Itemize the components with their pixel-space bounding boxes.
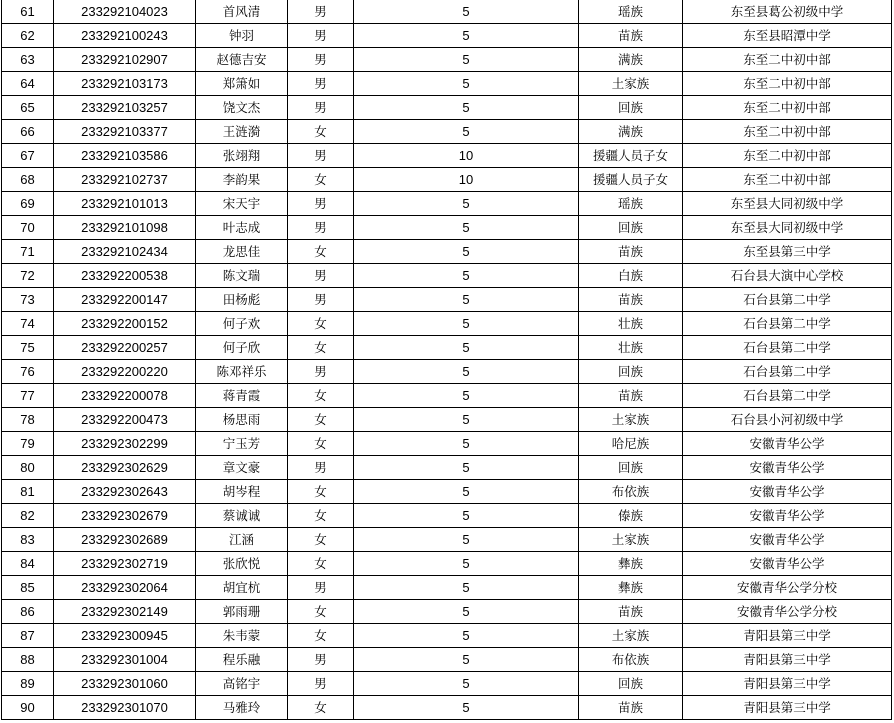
roster-table	[1, 0, 892, 720]
candidate-id-cell: 233292200473	[54, 408, 196, 432]
row-number-cell: 67	[2, 144, 54, 168]
school-cell: 安徽青华公学	[683, 432, 892, 456]
table-row	[2, 96, 892, 120]
row-number-cell: 83	[2, 528, 54, 552]
candidate-id-cell: 233292302629	[54, 456, 196, 480]
category-cell: 彝族	[579, 576, 683, 600]
candidate-id-cell: 233292101013	[54, 192, 196, 216]
school-cell: 青阳县第三中学	[683, 672, 892, 696]
school-cell: 安徽青华公学	[683, 456, 892, 480]
candidate-id-cell: 233292102434	[54, 240, 196, 264]
candidate-id-cell: 233292200538	[54, 264, 196, 288]
name-cell: 程乐融	[196, 648, 288, 672]
gender-cell: 女	[288, 336, 354, 360]
table-row	[2, 0, 892, 24]
row-number-cell: 69	[2, 192, 54, 216]
bonus-points-cell: 5	[354, 96, 579, 120]
candidate-id-cell: 233292302643	[54, 480, 196, 504]
category-cell: 满族	[579, 48, 683, 72]
name-cell: 杨思雨	[196, 408, 288, 432]
school-cell: 青阳县第三中学	[683, 696, 892, 720]
table-row	[2, 312, 892, 336]
gender-cell: 男	[288, 264, 354, 288]
name-cell: 赵德吉安	[196, 48, 288, 72]
gender-cell: 男	[288, 456, 354, 480]
name-cell: 王涟漪	[196, 120, 288, 144]
row-number-cell: 81	[2, 480, 54, 504]
gender-cell: 男	[288, 576, 354, 600]
category-cell: 土家族	[579, 408, 683, 432]
candidate-id-cell: 233292103377	[54, 120, 196, 144]
candidate-id-cell: 233292103257	[54, 96, 196, 120]
name-cell: 陈邓祥乐	[196, 360, 288, 384]
gender-cell: 女	[288, 624, 354, 648]
school-cell: 东至县昭潭中学	[683, 24, 892, 48]
row-number-cell: 79	[2, 432, 54, 456]
candidate-id-cell: 233292102907	[54, 48, 196, 72]
table-row	[2, 192, 892, 216]
table-row	[2, 288, 892, 312]
gender-cell: 女	[288, 384, 354, 408]
row-number-cell: 90	[2, 696, 54, 720]
row-number-cell: 74	[2, 312, 54, 336]
name-cell: 钟羽	[196, 24, 288, 48]
row-number-cell: 62	[2, 24, 54, 48]
name-cell: 蔡诚诚	[196, 504, 288, 528]
gender-cell: 男	[288, 216, 354, 240]
table-body	[2, 0, 892, 720]
bonus-points-cell: 5	[354, 672, 579, 696]
table-row	[2, 648, 892, 672]
row-number-cell: 89	[2, 672, 54, 696]
school-cell: 安徽青华公学	[683, 480, 892, 504]
candidate-id-cell: 233292200147	[54, 288, 196, 312]
bonus-points-cell: 5	[354, 408, 579, 432]
row-number-cell: 61	[2, 0, 54, 24]
gender-cell: 女	[288, 168, 354, 192]
table-row	[2, 216, 892, 240]
gender-cell: 男	[288, 648, 354, 672]
bonus-points-cell: 5	[354, 480, 579, 504]
name-cell: 龙思佳	[196, 240, 288, 264]
school-cell: 安徽青华公学分校	[683, 576, 892, 600]
row-number-cell: 70	[2, 216, 54, 240]
name-cell: 高铭宇	[196, 672, 288, 696]
candidate-id-cell: 233292104023	[54, 0, 196, 24]
category-cell: 苗族	[579, 696, 683, 720]
school-cell: 石台县第二中学	[683, 312, 892, 336]
row-number-cell: 63	[2, 48, 54, 72]
bonus-points-cell: 5	[354, 384, 579, 408]
bonus-points-cell: 5	[354, 288, 579, 312]
school-cell: 东至二中初中部	[683, 96, 892, 120]
category-cell: 苗族	[579, 24, 683, 48]
table-row	[2, 600, 892, 624]
school-cell: 安徽青华公学	[683, 504, 892, 528]
school-cell: 石台县大演中心学校	[683, 264, 892, 288]
category-cell: 援疆人员子女	[579, 144, 683, 168]
gender-cell: 男	[288, 72, 354, 96]
candidate-id-cell: 233292302299	[54, 432, 196, 456]
bonus-points-cell: 10	[354, 168, 579, 192]
row-number-cell: 66	[2, 120, 54, 144]
candidate-id-cell: 233292302719	[54, 552, 196, 576]
candidate-id-cell: 233292301060	[54, 672, 196, 696]
school-cell: 安徽青华公学	[683, 552, 892, 576]
bonus-points-cell: 5	[354, 360, 579, 384]
name-cell: 田杨彪	[196, 288, 288, 312]
gender-cell: 男	[288, 48, 354, 72]
category-cell: 满族	[579, 120, 683, 144]
category-cell: 苗族	[579, 600, 683, 624]
row-number-cell: 65	[2, 96, 54, 120]
gender-cell: 男	[288, 96, 354, 120]
candidate-id-cell: 233292200220	[54, 360, 196, 384]
table-row	[2, 480, 892, 504]
table-row	[2, 432, 892, 456]
name-cell: 宋天宇	[196, 192, 288, 216]
name-cell: 张翊翔	[196, 144, 288, 168]
gender-cell: 女	[288, 240, 354, 264]
candidate-id-cell: 233292103586	[54, 144, 196, 168]
school-cell: 石台县第二中学	[683, 336, 892, 360]
school-cell: 石台县第二中学	[683, 288, 892, 312]
name-cell: 马雅玲	[196, 696, 288, 720]
category-cell: 苗族	[579, 384, 683, 408]
school-cell: 安徽青华公学	[683, 528, 892, 552]
bonus-points-cell: 5	[354, 552, 579, 576]
gender-cell: 女	[288, 432, 354, 456]
row-number-cell: 64	[2, 72, 54, 96]
school-cell: 东至县大同初级中学	[683, 216, 892, 240]
bonus-points-cell: 5	[354, 312, 579, 336]
table-row	[2, 384, 892, 408]
school-cell: 青阳县第三中学	[683, 648, 892, 672]
bonus-points-cell: 5	[354, 24, 579, 48]
row-number-cell: 77	[2, 384, 54, 408]
category-cell: 苗族	[579, 240, 683, 264]
name-cell: 何子欣	[196, 336, 288, 360]
candidate-id-cell: 233292300945	[54, 624, 196, 648]
gender-cell: 男	[288, 0, 354, 24]
school-cell: 东至二中初中部	[683, 48, 892, 72]
category-cell: 援疆人员子女	[579, 168, 683, 192]
table-row	[2, 552, 892, 576]
school-cell: 东至二中初中部	[683, 168, 892, 192]
table-row	[2, 48, 892, 72]
school-cell: 石台县第二中学	[683, 360, 892, 384]
category-cell: 土家族	[579, 624, 683, 648]
school-cell: 东至二中初中部	[683, 120, 892, 144]
name-cell: 朱韦蒙	[196, 624, 288, 648]
category-cell: 土家族	[579, 528, 683, 552]
bonus-points-cell: 5	[354, 432, 579, 456]
bonus-points-cell: 5	[354, 504, 579, 528]
table-row	[2, 624, 892, 648]
category-cell: 回族	[579, 672, 683, 696]
school-cell: 东至二中初中部	[683, 72, 892, 96]
category-cell: 回族	[579, 96, 683, 120]
name-cell: 蒋青霞	[196, 384, 288, 408]
row-number-cell: 82	[2, 504, 54, 528]
gender-cell: 女	[288, 696, 354, 720]
name-cell: 江涵	[196, 528, 288, 552]
bonus-points-cell: 5	[354, 48, 579, 72]
table-row	[2, 120, 892, 144]
table-row	[2, 336, 892, 360]
table-row	[2, 168, 892, 192]
name-cell: 郑箫如	[196, 72, 288, 96]
gender-cell: 男	[288, 288, 354, 312]
candidate-id-cell: 233292302149	[54, 600, 196, 624]
name-cell: 张欣悦	[196, 552, 288, 576]
school-cell: 安徽青华公学分校	[683, 600, 892, 624]
category-cell: 布依族	[579, 648, 683, 672]
name-cell: 宁玉芳	[196, 432, 288, 456]
row-number-cell: 85	[2, 576, 54, 600]
category-cell: 哈尼族	[579, 432, 683, 456]
table-row	[2, 576, 892, 600]
gender-cell: 男	[288, 144, 354, 168]
bonus-points-cell: 5	[354, 648, 579, 672]
school-cell: 东至县大同初级中学	[683, 192, 892, 216]
table-row	[2, 456, 892, 480]
row-number-cell: 72	[2, 264, 54, 288]
gender-cell: 女	[288, 408, 354, 432]
table-row	[2, 504, 892, 528]
row-number-cell: 84	[2, 552, 54, 576]
table-row	[2, 360, 892, 384]
candidate-id-cell: 233292200152	[54, 312, 196, 336]
bonus-points-cell: 5	[354, 0, 579, 24]
bonus-points-cell: 5	[354, 456, 579, 480]
gender-cell: 男	[288, 360, 354, 384]
gender-cell: 女	[288, 504, 354, 528]
table-row	[2, 408, 892, 432]
row-number-cell: 87	[2, 624, 54, 648]
gender-cell: 女	[288, 600, 354, 624]
name-cell: 陈文瑞	[196, 264, 288, 288]
bonus-points-cell: 5	[354, 600, 579, 624]
bonus-points-cell: 5	[354, 336, 579, 360]
candidate-id-cell: 233292301004	[54, 648, 196, 672]
row-number-cell: 80	[2, 456, 54, 480]
category-cell: 回族	[579, 360, 683, 384]
category-cell: 瑶族	[579, 0, 683, 24]
candidate-id-cell: 233292302064	[54, 576, 196, 600]
name-cell: 郭雨珊	[196, 600, 288, 624]
category-cell: 回族	[579, 456, 683, 480]
gender-cell: 男	[288, 24, 354, 48]
gender-cell: 男	[288, 192, 354, 216]
name-cell: 饶文杰	[196, 96, 288, 120]
school-cell: 石台县第二中学	[683, 384, 892, 408]
candidate-id-cell: 233292102737	[54, 168, 196, 192]
bonus-points-cell: 5	[354, 120, 579, 144]
candidate-id-cell: 233292103173	[54, 72, 196, 96]
school-cell: 东至二中初中部	[683, 144, 892, 168]
name-cell: 叶志成	[196, 216, 288, 240]
candidate-id-cell: 233292101098	[54, 216, 196, 240]
category-cell: 彝族	[579, 552, 683, 576]
candidate-id-cell: 233292200078	[54, 384, 196, 408]
school-cell: 东至县葛公初级中学	[683, 0, 892, 24]
row-number-cell: 78	[2, 408, 54, 432]
row-number-cell: 73	[2, 288, 54, 312]
bonus-points-cell: 5	[354, 240, 579, 264]
row-number-cell: 71	[2, 240, 54, 264]
gender-cell: 女	[288, 480, 354, 504]
category-cell: 白族	[579, 264, 683, 288]
bonus-points-cell: 5	[354, 696, 579, 720]
category-cell: 布依族	[579, 480, 683, 504]
bonus-points-cell: 5	[354, 192, 579, 216]
category-cell: 土家族	[579, 72, 683, 96]
name-cell: 胡岑程	[196, 480, 288, 504]
candidate-id-cell: 233292301070	[54, 696, 196, 720]
candidate-id-cell: 233292302679	[54, 504, 196, 528]
school-cell: 东至县第三中学	[683, 240, 892, 264]
name-cell: 首风清	[196, 0, 288, 24]
bonus-points-cell: 10	[354, 144, 579, 168]
school-cell: 石台县小河初级中学	[683, 408, 892, 432]
name-cell: 何子欢	[196, 312, 288, 336]
gender-cell: 男	[288, 672, 354, 696]
bonus-points-cell: 5	[354, 72, 579, 96]
row-number-cell: 75	[2, 336, 54, 360]
table-row	[2, 264, 892, 288]
school-cell: 青阳县第三中学	[683, 624, 892, 648]
category-cell: 傣族	[579, 504, 683, 528]
row-number-cell: 88	[2, 648, 54, 672]
bonus-points-cell: 5	[354, 576, 579, 600]
table-row	[2, 144, 892, 168]
gender-cell: 女	[288, 552, 354, 576]
category-cell: 回族	[579, 216, 683, 240]
table-row	[2, 528, 892, 552]
name-cell: 章文豪	[196, 456, 288, 480]
table-row	[2, 240, 892, 264]
table-row	[2, 672, 892, 696]
table-row	[2, 72, 892, 96]
category-cell: 壮族	[579, 312, 683, 336]
gender-cell: 女	[288, 312, 354, 336]
name-cell: 李韵果	[196, 168, 288, 192]
table-row	[2, 696, 892, 720]
row-number-cell: 76	[2, 360, 54, 384]
candidate-id-cell: 233292200257	[54, 336, 196, 360]
category-cell: 瑶族	[579, 192, 683, 216]
row-number-cell: 86	[2, 600, 54, 624]
table-row	[2, 24, 892, 48]
candidate-id-cell: 233292302689	[54, 528, 196, 552]
category-cell: 苗族	[579, 288, 683, 312]
candidate-id-cell: 233292100243	[54, 24, 196, 48]
name-cell: 胡宜杭	[196, 576, 288, 600]
row-number-cell: 68	[2, 168, 54, 192]
category-cell: 壮族	[579, 336, 683, 360]
gender-cell: 女	[288, 528, 354, 552]
gender-cell: 女	[288, 120, 354, 144]
bonus-points-cell: 5	[354, 264, 579, 288]
bonus-points-cell: 5	[354, 624, 579, 648]
bonus-points-cell: 5	[354, 528, 579, 552]
bonus-points-cell: 5	[354, 216, 579, 240]
